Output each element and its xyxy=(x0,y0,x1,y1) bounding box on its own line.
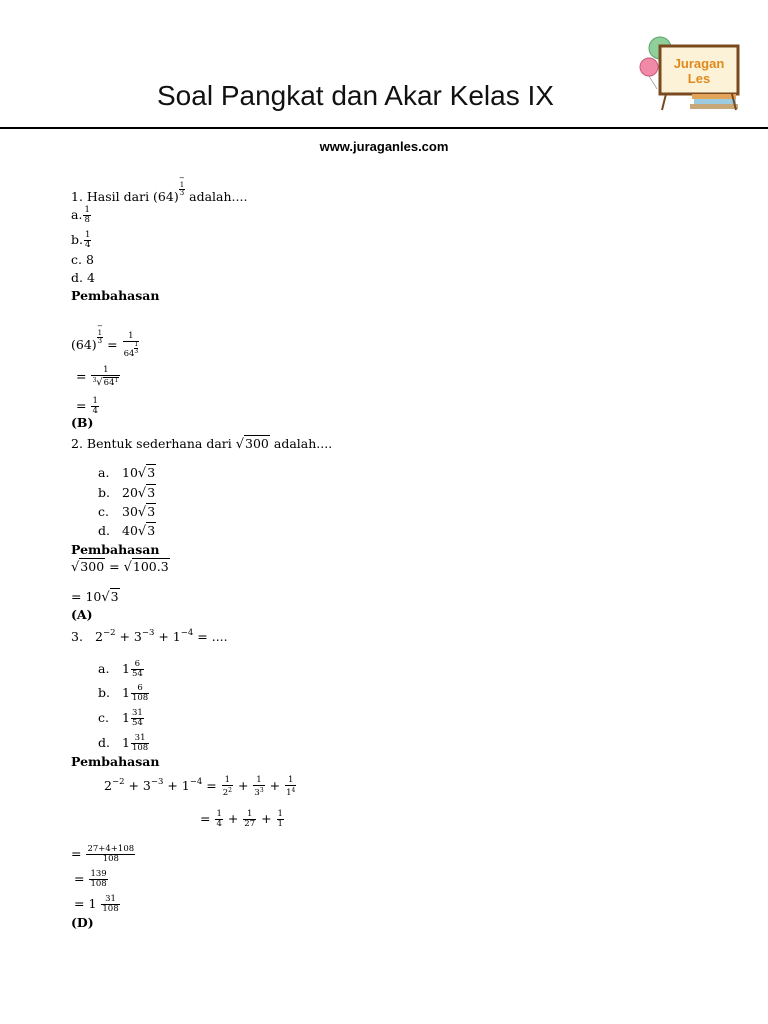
juragan-les-logo xyxy=(632,34,742,114)
q3-discussion-heading: Pembahasan xyxy=(71,754,160,769)
q1-step-2: = $\frac{1}{^3√64^1}$ xyxy=(76,365,119,388)
q1-answer: (B) xyxy=(71,415,94,430)
svg-text:Les: Les xyxy=(687,71,711,86)
q1-step-1: (64)− 1 3 = 1 64 $\frac{1}{3}$ xyxy=(71,322,139,359)
q3-step-4: = $\frac{139}{108}$ xyxy=(74,869,107,889)
q2-discussion-heading: Pembahasan xyxy=(71,542,160,557)
svg-text:Juragan: Juragan xyxy=(673,56,725,71)
page-title: Soal Pangkat dan Akar Kelas IX xyxy=(157,80,554,111)
q2-answer: (A) xyxy=(71,607,93,622)
q1-question: 1. Hasil dari (64)− 1 3 adalah.... xyxy=(71,174,248,204)
q2-option-b: b. 20√3 xyxy=(98,485,156,501)
q3-option-d: d. 1 $\frac{31}{108}$ xyxy=(98,733,149,753)
q2-option-a: a. 10√3 xyxy=(98,465,156,481)
q2-option-c: c. 30√3 xyxy=(98,504,156,520)
q2-step-2: = 10√3 xyxy=(71,589,119,605)
q2-question: 2. Bentuk sederhana dari √300 adalah.... xyxy=(71,436,333,452)
q3-step-1: $2^{-2} + 3^{-3} + 1^{-4}$ = $\frac{1}{2^2}$ + $\frac{1}{3^3}$ + $\frac{1}{1^4}$ xyxy=(104,774,296,798)
q1-step-3: = $\frac{1}{4}$ xyxy=(76,396,98,416)
q1-discussion-heading: Pembahasan xyxy=(71,288,160,303)
q3-answer: (D) xyxy=(71,915,94,930)
q2-option-d: d. 40√3 xyxy=(98,523,156,539)
q3-step-2: = $\frac{1}{4}$ + $\frac{1}{27}$ + $\frac{1}{1}$ xyxy=(200,809,283,829)
q3-step-5: = 1 $\frac{31}{108}$ xyxy=(74,894,119,914)
q3-step-3: = $\frac{27+4+108}{108}$ xyxy=(71,844,135,864)
q3-option-c: c. 1 $\frac{31}{54}$ xyxy=(98,708,143,728)
q1-option-d: d. 4 xyxy=(71,270,95,285)
q2-step-1: √300 = √100.3 xyxy=(71,559,169,575)
q3-option-a: a. 1 $\frac{6}{54}$ xyxy=(98,659,143,679)
q1-option-b: b. $\frac{1}{4}$ xyxy=(71,230,91,250)
header-divider xyxy=(0,127,768,129)
website-url: www.juraganles.com xyxy=(319,139,449,154)
q1-option-a: a. $\frac{1}{8}$ xyxy=(71,205,90,225)
q3-question: 3. $2^{-2} + 3^{-3} + 1^{-4}$ = .... xyxy=(71,628,228,644)
q1-option-c: c. 8 xyxy=(71,252,94,267)
q3-option-b: b. 1 $\frac{6}{108}$ xyxy=(98,683,149,703)
